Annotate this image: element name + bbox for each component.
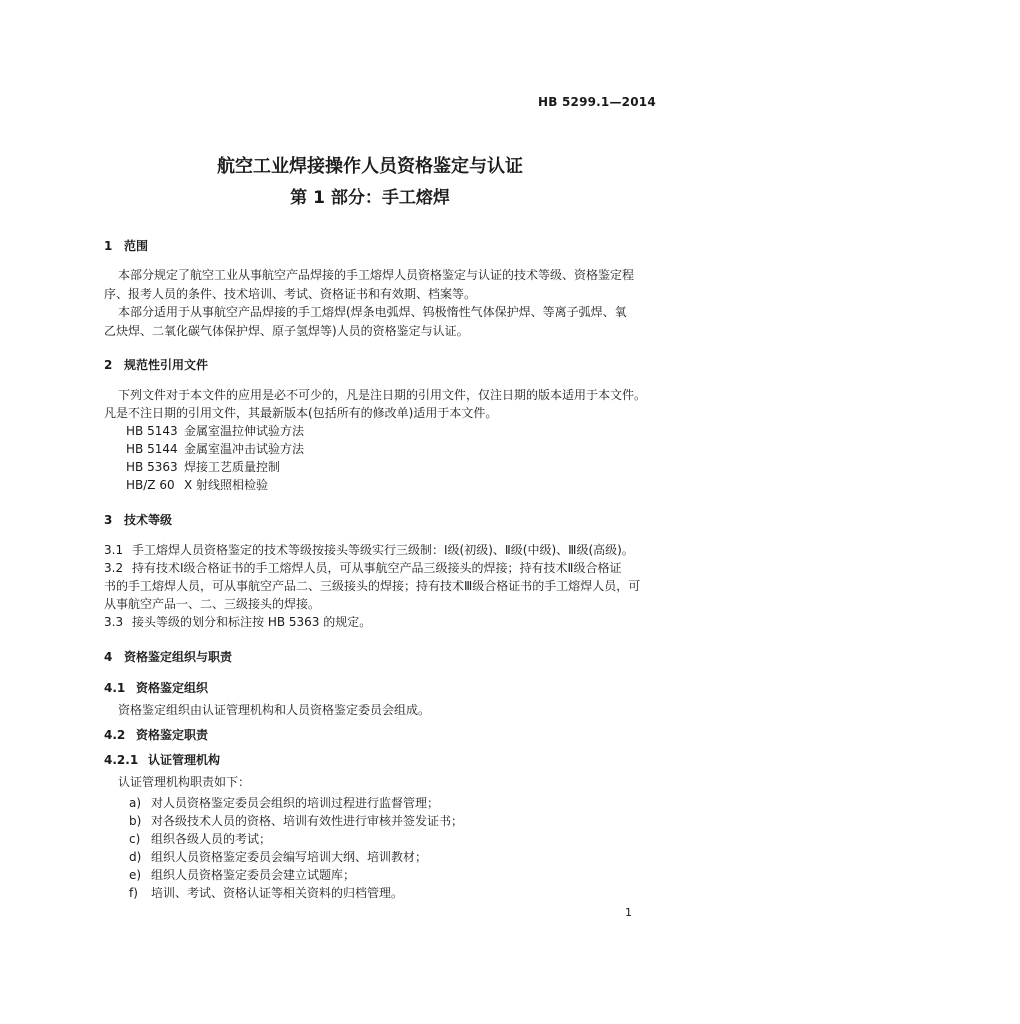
s2-paragraph-line-1: 下列文件对于本文件的应用是必不可少的，凡是注日期的引用文件，仅注日期的版本适用于本文件。 [118, 388, 647, 402]
s1-paragraph-2-line-2: 乙炔焊、二氧化碳气体保护焊、原子氢焊等)人员的资格鉴定与认证。 [104, 324, 469, 338]
section-1-heading: 1 范围 [104, 239, 149, 253]
section-4-2-heading: 4.2 资格鉴定职责 [104, 728, 209, 742]
clause-3-1: 3.1 手工熔焊人员资格鉴定的技术等级按接头等级实行三级制：Ⅰ级(初级)、Ⅱ级(中级)、Ⅲ级(高级)。 [104, 543, 634, 557]
list-item: f) 培训、考试、资格认证等相关资料的归档管理。 [129, 886, 404, 900]
s1-paragraph-1-line-1: 本部分规定了航空工业从事航空产品焊接的手工熔焊人员资格鉴定与认证的技术等级、资格鉴定程 [118, 268, 635, 282]
clause-3-2-line-1: 3.2 持有技术Ⅰ级合格证书的手工熔焊人员，可从事航空产品三级接头的焊接；持有技术Ⅱ级合格证 [104, 561, 622, 575]
reference-item: HB 5143 金属室温拉伸试验方法 [126, 424, 305, 438]
section-4-heading: 4 资格鉴定组织与职责 [104, 650, 233, 664]
reference-item: HB 5144 金属室温冲击试验方法 [126, 442, 305, 456]
s4-1-paragraph: 资格鉴定组织由认证管理机构和人员资格鉴定委员会组成。 [118, 703, 431, 717]
clause-3-2-line-3: 从事航空产品一、二、三级接头的焊接。 [104, 597, 321, 611]
reference-item: HB/Z 60 X 射线照相检验 [126, 478, 269, 492]
clause-3-3: 3.3 接头等级的划分和标注按 HB 5363 的规定。 [104, 615, 372, 629]
list-item: c) 组织各级人员的考试； [129, 832, 272, 846]
document-subtitle: 第 1 部分：手工熔焊 [290, 188, 450, 208]
document-title: 航空工业焊接操作人员资格鉴定与认证 [217, 156, 523, 177]
s1-paragraph-2-line-1: 本部分适用于从事航空产品焊接的手工熔焊(焊条电弧焊、钨极惰性气体保护焊、等离子弧焊、氧 [118, 305, 627, 319]
clause-3-2-line-2: 书的手工熔焊人员，可从事航空产品二、三级接头的焊接；持有技术Ⅲ级合格证书的手工熔焊人员，可 [104, 579, 641, 593]
section-3-heading: 3 技术等级 [104, 513, 173, 527]
page-number: 1 [625, 906, 632, 919]
s1-paragraph-1-line-2: 序、报考人员的条件、技术培训、考试、资格证书和有效期、档案等。 [104, 287, 477, 301]
section-4-1-heading: 4.1 资格鉴定组织 [104, 681, 209, 695]
list-item: a) 对人员资格鉴定委员会组织的培训过程进行监督管理； [129, 796, 440, 810]
section-2-heading: 2 规范性引用文件 [104, 358, 209, 372]
section-4-2-1-heading: 4.2.1 认证管理机构 [104, 753, 221, 767]
list-item: b) 对各级技术人员的资格、培训有效性进行审核并签发证书； [129, 814, 464, 828]
standard-number: HB 5299.1—2014 [538, 95, 656, 109]
list-item: e) 组织人员资格鉴定委员会建立试题库； [129, 868, 356, 882]
s2-paragraph-line-2: 凡是不注日期的引用文件，其最新版本(包括所有的修改单)适用于本文件。 [104, 406, 498, 420]
reference-item: HB 5363 焊接工艺质量控制 [126, 460, 281, 474]
list-item: d) 组织人员资格鉴定委员会编写培训大纲、培训教材； [129, 850, 428, 864]
s4-2-1-intro: 认证管理机构职责如下： [118, 775, 251, 789]
